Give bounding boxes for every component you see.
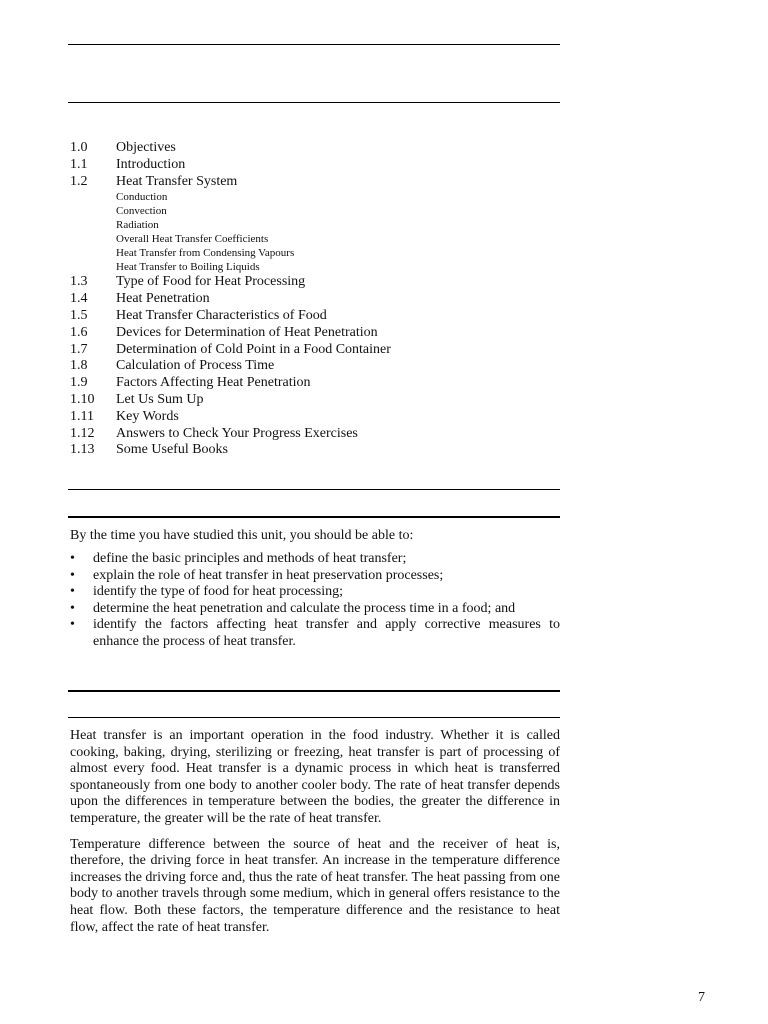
toc-number: 1.4 <box>70 291 88 307</box>
toc-title: Devices for Determination of Heat Penetration <box>116 324 378 340</box>
toc-number: 1.6 <box>70 324 88 340</box>
toc-title: Some Useful Books <box>116 442 228 458</box>
toc-subitem: Overall Heat Transfer Coefficients <box>116 233 269 246</box>
toc-title: Key Words <box>116 408 179 424</box>
objectives-rule-bottom <box>68 516 560 518</box>
objectives-section <box>70 527 560 651</box>
header-rule-top <box>68 44 560 45</box>
toc-number: 1.5 <box>70 307 88 323</box>
toc-number: 1.7 <box>70 341 88 357</box>
toc-number: 1.12 <box>70 425 95 441</box>
toc-item <box>70 392 560 409</box>
toc-item <box>70 157 560 174</box>
toc-title: Introduction <box>116 156 186 172</box>
introduction-paragraph: Temperature difference between the source of heat and the receiver of heat is, therefore, the driving force in heat transfer. An increase in the temperature difference increases the driving force and, thus the rate of heat transfer. The heat passing from one body to another travels through some medium, which in general offers resistance to the heat flow. Both these factors, the temperature difference and the resistance to heat flow, affect the rate of heat transfer. <box>70 836 560 935</box>
toc-number: 1.2 <box>70 173 88 189</box>
objective-item: • identify the type of food for heat processing; <box>70 584 560 601</box>
toc-item <box>70 342 560 359</box>
objective-item: • determine the heat penetration and calculate the process time in a food; and <box>70 601 560 618</box>
toc-number: 1.1 <box>70 156 88 172</box>
introduction-rule-bottom <box>68 717 560 718</box>
toc-title: Let Us Sum Up <box>116 391 204 407</box>
toc-title: Calculation of Process Time <box>116 358 275 374</box>
toc-item <box>70 375 560 392</box>
toc-item <box>70 409 560 426</box>
toc-item <box>70 358 560 375</box>
toc-subitem: Conduction <box>116 191 168 204</box>
introduction-rule-top <box>68 690 560 692</box>
toc-item <box>70 140 560 157</box>
objective-item: • identify the factors affecting heat transfer and apply corrective measures to enhance the process of heat transfer. <box>70 617 560 650</box>
objective-item: • explain the role of heat transfer in heat preservation processes; <box>70 568 560 585</box>
toc-item <box>70 174 560 191</box>
toc-item <box>70 308 560 325</box>
introduction-section <box>70 728 560 945</box>
page-number: 7 <box>698 990 705 1005</box>
objective-item: • define the basic principles and methods of heat transfer; <box>70 551 560 568</box>
toc-subitem: Convection <box>116 205 167 218</box>
toc-number: 1.0 <box>70 140 88 155</box>
toc-number: 1.3 <box>70 274 88 290</box>
toc-number: 1.8 <box>70 358 88 374</box>
toc-item <box>70 426 560 443</box>
toc-title: Heat Transfer Characteristics of Food <box>116 307 327 323</box>
toc-item <box>70 442 560 459</box>
toc-subitem: Heat Transfer to Boiling Liquids <box>116 261 260 274</box>
unit-contents <box>70 140 560 459</box>
toc-number: 1.13 <box>70 442 95 458</box>
toc-title: Heat Transfer System <box>116 173 238 189</box>
toc-title: Factors Affecting Heat Penetration <box>116 375 311 391</box>
toc-title: Determination of Cold Point in a Food Container <box>116 341 391 357</box>
toc-subitem: Heat Transfer from Condensing Vapours <box>116 247 295 260</box>
toc-number: 1.10 <box>70 391 95 407</box>
toc-title: Answers to Check Your Progress Exercises <box>116 425 358 441</box>
objectives-rule-top <box>68 489 560 490</box>
toc-number: 1.11 <box>70 408 94 424</box>
toc-title: Type of Food for Heat Processing <box>116 274 306 290</box>
objectives-intro: By the time you have studied this unit, you should be able to: <box>70 528 414 543</box>
header-rule-bottom <box>68 102 560 103</box>
toc-item <box>70 325 560 342</box>
introduction-paragraph: Heat transfer is an important operation in the food industry. Whether it is called cooking, baking, drying, sterilizing or freezing, heat transfer is part of processing of almost every food. Heat transfer is a dynamic process in which heat is transferred spontaneously from one body to another cooler body. The rate of heat transfer depends upon the differences in temperature between the bodies, the greater the difference in temperature, the greater will be the rate of heat transfer. <box>70 728 560 826</box>
toc-number: 1.9 <box>70 375 88 391</box>
toc-item <box>70 274 560 291</box>
toc-title: Objectives <box>116 140 176 155</box>
toc-title: Heat Penetration <box>116 291 210 307</box>
objectives-list <box>70 551 560 651</box>
toc-subitem: Radiation <box>116 219 159 232</box>
toc-item <box>70 291 560 308</box>
